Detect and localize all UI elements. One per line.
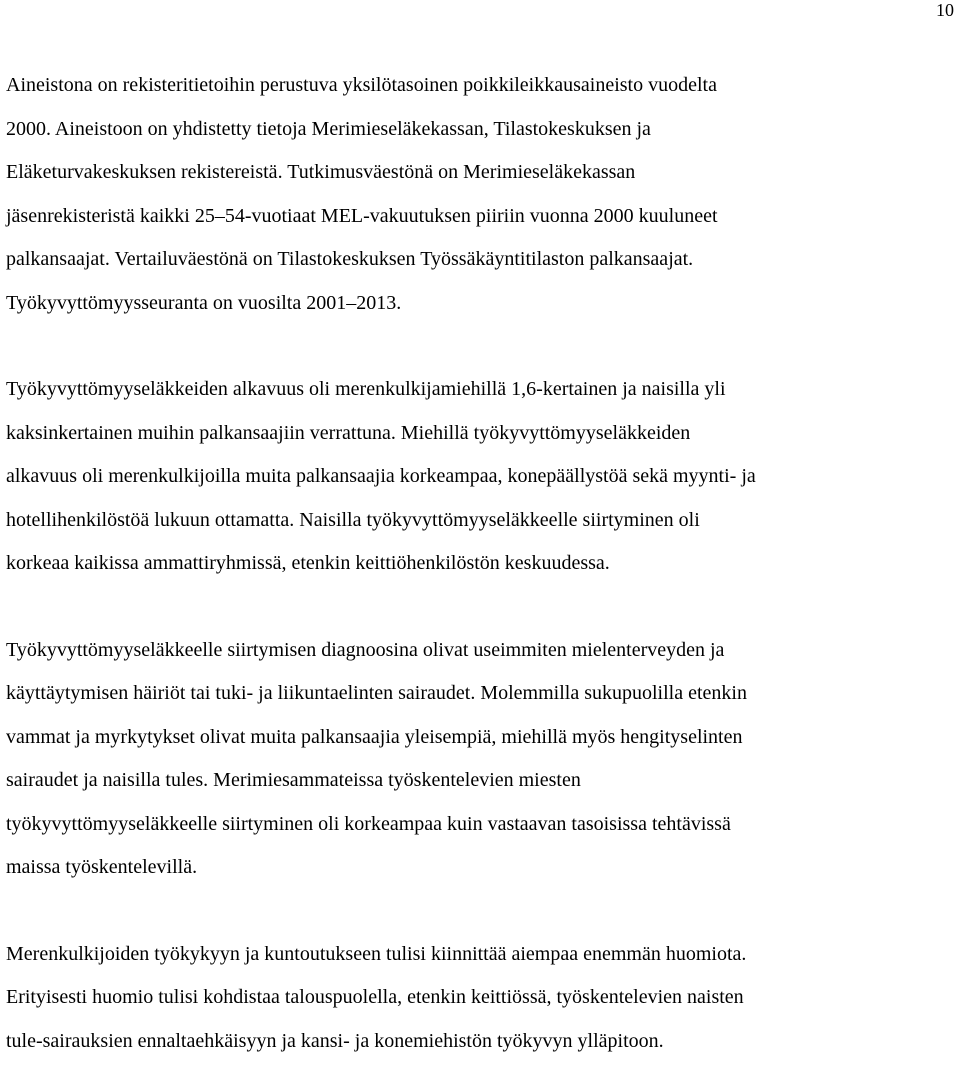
text-line: tule-sairauksien ennaltaehkäisyyn ja kansi- ja konemiehistön työkyvyn ylläpitoon. [6, 1029, 664, 1052]
text-line: jäsenrekisteristä kaikki 25–54-vuotiaat MEL-vakuutuksen piiriin vuonna 2000 kuuluneet [6, 204, 718, 227]
paragraph-data-source [6, 64, 956, 325]
text-line: sairaudet ja naisilla tules. Merimiesammateissa työskentelevien miesten [6, 769, 581, 791]
paragraph-diagnoses [6, 629, 956, 890]
text-line: Työkyvyttömyyseläkkeiden alkavuus oli merenkulkijamiehillä 1,6-kertainen ja naisilla yli [6, 378, 726, 400]
text-line: 2000. Aineistoon on yhdistetty tietoja Merimieseläkekassan, Tilastokeskuksen ja [6, 117, 651, 140]
text-line: Eläketurvakeskuksen rekistereistä. Tutkimusväestönä on Merimieseläkekassan [6, 161, 636, 183]
text-line: Merenkulkijoiden työkykyyn ja kuntoutukseen tulisi kiinnittää aiempaa enemmän huomiota. [6, 942, 747, 965]
text-line: kaksinkertainen muihin palkansaajiin verrattuna. Miehillä työkyvyttömyyseläkkeiden [6, 421, 691, 444]
text-line: alkavuus oli merenkulkijoilla muita palkansaajia korkeampaa, konepäällystöä sekä myynti- ja [6, 465, 756, 487]
text-line: maissa työskentelevillä. [6, 856, 198, 878]
text-line: käyttäytymisen häiriöt tai tuki- ja liikuntaelinten sairaudet. Molemmilla sukupuolilla etenkin [6, 682, 747, 704]
text-line: Aineistona on rekisteritietoihin perustuva yksilötasoinen poikkileikkausaineisto vuodelta [6, 74, 717, 96]
text-line: korkeaa kaikissa ammattiryhmissä, etenkin keittiöhenkilöstön keskuudessa. [6, 552, 610, 574]
text-line: Työkyvyttömyysseuranta on vuosilta 2001–2013. [6, 291, 402, 314]
text-line: vammat ja myrkytykset olivat muita palkansaajia yleisempiä, miehillä myös hengityselinten [6, 725, 743, 748]
document-body [6, 64, 956, 1063]
paragraph-recommendations [6, 933, 956, 1064]
page-number: 10 [936, 0, 954, 20]
text-line: työkyvyttömyyseläkkeelle siirtyminen oli korkeampaa kuin vastaavan tasoisissa tehtävissä [6, 812, 731, 835]
text-line: Erityisesti huomio tulisi kohdistaa talouspuolella, etenkin keittiössä, työskentelevien naisten [6, 986, 744, 1008]
text-line: palkansaajat. Vertailuväestönä on Tilastokeskuksen Työssäkäyntitilaston palkansaajat. [6, 248, 694, 270]
text-line: Työkyvyttömyyseläkkeelle siirtymisen diagnoosina olivat useimmiten mielenterveyden ja [6, 638, 725, 661]
text-line: hotellihenkilöstöä lukuun ottamatta. Naisilla työkyvyttömyyseläkkeelle siirtyminen oli [6, 508, 700, 531]
paragraph-incidence [6, 368, 956, 586]
